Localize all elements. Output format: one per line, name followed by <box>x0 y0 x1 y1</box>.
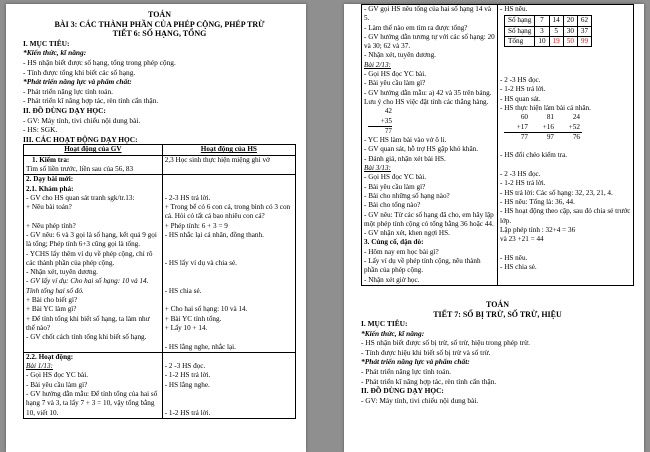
cell-line: 2.2. Hoạt động: <box>26 352 74 361</box>
sum-cell: 20 <box>563 16 577 26</box>
cell-line: + Nêu bài toán? <box>26 203 72 212</box>
objectives-heading: I. MỤC TIÊU: <box>23 38 70 48</box>
cell-line: - Nhận xét, tuyên dương. <box>364 51 436 60</box>
lesson-subtitle: TIẾT 6: SỐ HẠNG, TỔNG <box>112 29 207 39</box>
next-tools-line: - GV: Máy tính, tivi chiếu nội dung bài. <box>361 395 479 405</box>
knowledge-line: - Tính được tổng khi biết các số hạng. <box>23 67 136 77</box>
answer-cell: 77 <box>504 132 530 142</box>
table-row <box>362 5 634 286</box>
exercise-label: Bài 3/13: <box>364 164 391 173</box>
answer-cell: +17 <box>516 122 528 131</box>
activities-table <box>23 144 296 419</box>
cell-line: - HS thực hiện làm bài cá nhân. <box>500 103 591 112</box>
quality-heading: *Phát triển năng lực và phẩm chất: <box>23 77 132 87</box>
cell-line: - GV nêu: 6 và 3 gọi là số hạng, kết quả 9 gọi là tổng; Phép tính 6+3 cũng gọi là tổng. <box>26 230 157 249</box>
student-cell <box>498 5 634 286</box>
document-page-2 <box>344 4 644 452</box>
cell-line: - HS chia sẻ. <box>500 263 537 272</box>
cell-line: và 23 +21 = 44 <box>500 235 544 244</box>
cell-line <box>165 296 293 305</box>
cell-line: + Lấy 10 + 14. <box>164 323 208 332</box>
cell-line: + Phép tính: 6 + 3 = 9 <box>164 221 228 230</box>
sum-cell: 99 <box>577 36 591 46</box>
cell-line: - Gọi HS đọc YC bài. <box>364 70 427 79</box>
teacher-cell <box>24 352 163 418</box>
cell-line <box>165 399 293 408</box>
answer-cell: +16 <box>542 122 554 131</box>
cell-line: + Bài cho biết gì? <box>26 296 78 305</box>
table-row <box>24 352 296 418</box>
cell-line: - GV hướng dẫn mẫu: a) 42 và 35 trên bảng. Lưu ý cho HS việc đặt tính các thẳng hàng. <box>364 88 492 106</box>
next-knowledge-line: - HS nhận biết được số bị trừ, số trừ, hiệu trong phép trừ. <box>361 338 530 348</box>
next-quality-line: - Phát triển năng lực tính toán. <box>361 367 452 377</box>
cell-line: - GV cho HS quan sát tranh sgk/tr.13: <box>26 193 135 202</box>
cell-line: - HS nêu. <box>500 253 528 262</box>
student-cell <box>162 352 295 418</box>
cell-line: - HS chia sẻ. <box>164 286 202 295</box>
sum-cell: 62 <box>577 16 591 26</box>
cell-line <box>500 161 631 170</box>
cell-line: + Bài YC làm gì? <box>26 305 77 314</box>
page-heading: TOÁN <box>148 10 171 19</box>
answer-cell: 24 <box>572 113 580 122</box>
cell-line <box>165 390 293 399</box>
cell-line: + Để tính tổng khi biết số hạng, ta làm như thế nào? <box>26 314 150 332</box>
cell-line: - Lấy ví dụ về phép tính cộng, nêu thành phần của phép cộng. <box>364 257 481 275</box>
cell-line: 2.1. Khám phá: <box>26 184 74 193</box>
next-lesson-heading: TOÁN <box>486 299 509 309</box>
sum-cell: 3 <box>535 26 549 36</box>
cell-line: + Cho hai số hạng: 10 và 14. <box>164 305 248 314</box>
activities-table-continued <box>361 4 634 286</box>
cell-line: - YC HS làm bài vào vở ô li. <box>364 136 447 145</box>
sum-cell: 37 <box>577 26 591 36</box>
cell-line: 1. Kiểm tra: <box>32 155 70 164</box>
knowledge-line: - HS nhận biết được số hạng, tổng trong phép cộng. <box>23 57 176 67</box>
consolidation-heading: 3. Củng cố, dặn dò: <box>364 238 424 247</box>
calc-addend: +35 <box>380 116 392 125</box>
teacher-column-header: Hoạt động của GV <box>24 145 163 155</box>
cell-line: - 2 -3 HS đọc. <box>164 362 206 371</box>
teacher-cell <box>24 175 163 353</box>
calc-top: 42 <box>384 107 392 116</box>
cell-line: - GV chốt cách tính tổng khi biết số hạng. <box>26 333 147 342</box>
cell-line: - Gọi HS đọc YC bài. <box>364 173 427 182</box>
student-cell <box>162 175 295 353</box>
cell-line: - Bài cho tổng nào? <box>364 201 421 210</box>
cell-line: - 1-2 HS trả lời. <box>500 85 546 94</box>
tools-heading: II. ĐỒ DÙNG DẠY HỌC: <box>23 105 106 115</box>
sum-cell: 30 <box>563 26 577 36</box>
cell-line: - HS quan sát. <box>500 94 541 103</box>
cell-line: - GV hướng dẫn mẫu: Để tính tổng của hai số hạng 7 và 3, ta lấy 7 + 3 = 10, vậy tổng bằng 10, viết 10. <box>26 390 158 417</box>
cell-line: - 1-2 HS trả lời. <box>500 179 546 188</box>
cell-line: Tìm số liền trước, liền sau của 56, 83 <box>26 164 134 173</box>
exercise-label: Bài 2/13: <box>364 60 391 69</box>
cell-line: - 1-2 HS trả lời. <box>164 371 211 380</box>
cell-line: Bài 1/13: <box>26 362 53 371</box>
sum-cell: 5 <box>549 26 563 36</box>
cell-line: - Nhận xét giờ học. <box>364 275 420 284</box>
cell-line: - 2 -3 HS đọc. <box>500 170 541 179</box>
cell-line: - Nhận xét, tuyên dương. <box>26 268 98 277</box>
answer-cell: 97 <box>530 132 556 142</box>
cell-line: - HS nhắc lại cá nhân, đồng thanh. <box>164 230 264 239</box>
teacher-cell <box>24 155 163 175</box>
sum-row-label: Số hạng <box>505 16 535 26</box>
page-gap <box>361 286 634 300</box>
cell-line: 2. Dạy bài mới: <box>26 175 74 184</box>
cell-line: - HS trả lời: Các số hạng: 32, 23, 21, 4. <box>500 188 613 197</box>
cell-line: - HS nêu: Tổng là: 36, 44. <box>500 197 575 206</box>
lesson-title: BÀI 3: CÁC THÀNH PHẦN CỦA PHÉP CỘNG, PHÉP TRỪ <box>54 19 265 29</box>
cell-line: - 2-3 HS trả lời. <box>164 193 211 202</box>
cell-line <box>500 48 631 57</box>
cell-line: + Bài YC tính tổng. <box>164 314 222 323</box>
cell-line <box>165 185 293 194</box>
cell-line <box>500 57 631 66</box>
cell-line: + Nêu phép tính? <box>26 221 76 230</box>
cell-line: - HS hoạt động theo cặp, sau đó chia sẻ trước lớp. <box>500 207 631 225</box>
cell-line <box>165 240 293 249</box>
student-column-header: Hoạt động của HS <box>162 145 295 155</box>
cell-line: - 2 -3 HS đọc. <box>500 76 541 85</box>
next-tools-heading: II. ĐỒ DÙNG DẠY HỌC: <box>361 386 444 396</box>
answer-cell: 76 <box>556 132 582 142</box>
answers-grid <box>504 113 631 142</box>
cell-line <box>26 212 160 221</box>
cell-line: + Trong bể có 6 con cá, trong bình có 3 con cá. Hỏi có tất cả bao nhiêu con cá? <box>164 203 291 221</box>
next-quality-line: - Phát triển kĩ năng hợp tác, rèn tính cẩn thận. <box>361 376 497 386</box>
cell-line: - YCHS lấy thêm ví dụ về phép cộng, chỉ rõ các thành phần của phép cộng. <box>26 249 153 267</box>
cell-line: - HS đổi chéo kiểm tra. <box>500 151 568 160</box>
table-row <box>24 175 296 353</box>
next-lesson-subtitle: TIẾT 7: SỐ BỊ TRỪ, SỐ TRỪ, HIỆU <box>433 309 562 319</box>
cell-line: 2,3 Học sinh thực hiện miệng ghi vở <box>164 155 270 164</box>
vertical-calculation <box>368 107 495 136</box>
sum-cell: 10 <box>535 36 549 46</box>
activities-heading: III. CÁC HOẠT ĐỘNG DẠY HỌC: <box>23 134 138 144</box>
cell-line: - GV nêu: Từ các số hạng đã cho, em hãy lập một phép tính cộng có tổng bằng 36 hoặc 44. <box>364 210 494 228</box>
next-knowledge-heading: *Kiến thức, kĩ năng: <box>361 328 425 338</box>
cell-line: - 1-2 HS trả lời. <box>164 408 211 417</box>
cell-line: - Hôm nay em học bài gì? <box>364 247 439 256</box>
sum-table <box>504 15 592 47</box>
cell-line: - HS lắng nghe, nhắc lại. <box>164 342 236 351</box>
cell-line: - GV quan sát, hỗ trợ HS gặp khó khăn. <box>364 145 479 154</box>
table-row <box>24 155 296 175</box>
sum-row <box>505 16 592 26</box>
tools-line: - HS: SGK. <box>23 125 58 135</box>
cell-line: - Đánh giá, nhận xét bài HS. <box>364 154 446 163</box>
cell-line <box>500 244 631 253</box>
quality-line: - Phát triển kĩ năng hợp tác, rèn tính cẩn thận. <box>23 96 159 106</box>
tools-line: - GV: Máy tính, tivi chiếu nội dung bài. <box>23 115 141 125</box>
next-objectives-heading: I. MỤC TIÊU: <box>361 319 408 329</box>
sum-row <box>505 36 592 46</box>
cell-line: - Làm thế nào em tìm ra được tổng? <box>364 23 468 32</box>
cell-line: - Gọi HS đọc YC bài. <box>26 371 89 380</box>
knowledge-heading: *Kiến thức, kĩ năng: <box>23 48 87 58</box>
sum-row <box>505 26 592 36</box>
sum-cell: 7 <box>535 16 549 26</box>
sum-row-label: Số hạng <box>505 26 535 36</box>
answer-cell: +52 <box>568 122 580 131</box>
cell-line: - GV lấy ví dụ: Cho hai số hạng: 10 và 14. Tính tổng hai số đó. <box>26 277 149 295</box>
cell-line <box>165 333 293 342</box>
cell-line: - Bài cho những số hạng nào? <box>364 191 450 200</box>
cell-line: - GV hướng dẫn tương tự với các số hạng: 20 và 30; 62 và 37. <box>364 32 495 51</box>
cell-line: - GV gọi HS nêu tổng của hai số hạng 14 và 5. <box>364 5 492 23</box>
next-knowledge-line: - Tính được hiệu khi biết số bị trừ và số trừ. <box>361 347 491 357</box>
sum-row-label: Tổng <box>505 36 535 46</box>
cell-line: - HS nêu. <box>500 5 528 13</box>
cell-line: - Bài yêu cầu làm gì? <box>364 182 426 191</box>
answer-cell: 60 <box>520 113 528 122</box>
cell-line <box>165 353 293 362</box>
page-1-content <box>23 10 296 419</box>
calc-result: 77 <box>368 126 392 136</box>
sum-cell: 14 <box>549 16 563 26</box>
cell-line <box>165 277 293 286</box>
quality-line: - Phát triển năng lực tính toán. <box>23 86 114 96</box>
cell-line: - GV nhận xét, khen ngợi HS. <box>364 229 450 238</box>
sum-cell: 19 <box>549 36 563 46</box>
student-cell <box>162 155 295 175</box>
teacher-cell <box>362 5 498 286</box>
cell-line <box>165 250 293 259</box>
cell-line <box>165 175 293 184</box>
sum-cell: 50 <box>563 36 577 46</box>
next-quality-heading: *Phát triển năng lực và phẩm chất: <box>361 357 470 367</box>
cell-line: - Bài yêu cầu làm gì? <box>26 380 88 389</box>
table-header-row <box>24 145 296 155</box>
document-page-1 <box>6 4 306 452</box>
cell-line <box>500 67 631 76</box>
cell-line <box>165 268 293 277</box>
cell-line: - HS lắng nghe. <box>164 380 210 389</box>
page-2-content <box>361 4 634 405</box>
answer-cell: 81 <box>546 113 554 122</box>
cell-line: - HS lấy ví dụ và chia sẻ. <box>164 258 237 267</box>
cell-line: Lập phép tính : 32+4 = 36 <box>500 225 576 234</box>
cell-line: - Bài yêu cầu làm gì? <box>364 79 426 88</box>
